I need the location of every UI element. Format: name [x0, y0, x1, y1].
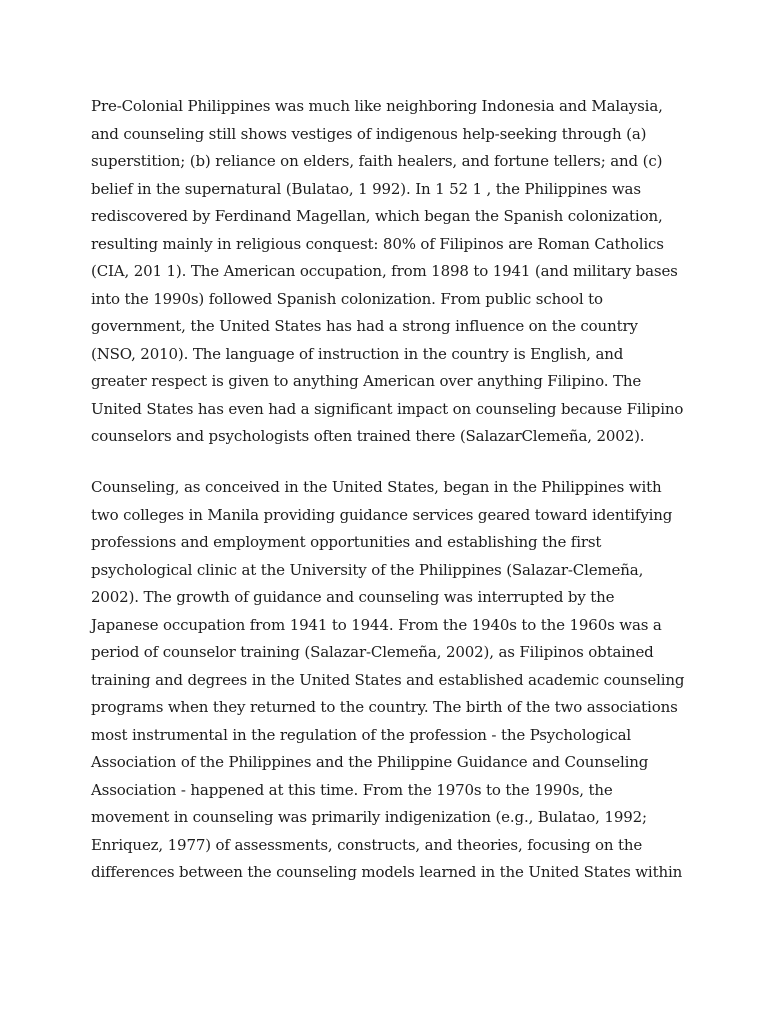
text-line: programs when they returned to the country. The birth of the two associations: [91, 698, 678, 716]
text-line: rediscovered by Ferdinand Magellan, which began the Spanish colonization,: [91, 207, 663, 225]
text-line: belief in the supernatural (Bulatao, 1 992). In 1 52 1 , the Philippines was: [91, 179, 641, 198]
text-line: Japanese occupation from 1941 to 1944. From the 1940s to the 1960s was a: [91, 615, 662, 634]
text-line: Counseling, as conceived in the United States, began in the Philippines with: [91, 478, 662, 496]
text-line: resulting mainly in religious conquest: 80% of Filipinos are Roman Catholics: [91, 234, 664, 253]
text-line: psychological clinic at the University of the Philippines (Salazar-Clemeña,: [91, 560, 644, 579]
text-line: Association - happened at this time. From the 1970s to the 1990s, the: [91, 780, 613, 799]
text-line: United States has even had a significant impact on counseling because Filipino: [91, 399, 684, 418]
text-line: (NSO, 2010). The language of instruction in the country is English, and: [91, 344, 624, 363]
paragraph-1: [91, 93, 691, 451]
text-line: greater respect is given to anything American over anything Filipino. The: [91, 372, 642, 390]
paragraph-2: [91, 474, 691, 887]
text-line: two colleges in Manila providing guidance services geared toward identifying: [91, 505, 673, 524]
text-line: movement in counseling was primarily indigenization (e.g., Bulatao, 1992;: [91, 808, 647, 826]
text-line: into the 1990s) followed Spanish colonization. From public school to: [91, 289, 603, 308]
text-line: (CIA, 201 1). The American occupation, from 1898 to 1941 (and military bases: [91, 262, 678, 280]
text-line: period of counselor training (Salazar-Clemeña, 2002), as Filipinos obtained: [91, 643, 654, 661]
text-line: Association of the Philippines and the Philippine Guidance and Counseling: [91, 753, 649, 771]
text-line: superstition; (b) reliance on elders, faith healers, and fortune tellers; and (c): [91, 152, 663, 170]
text-line: government, the United States has had a strong influence on the country: [91, 317, 638, 335]
text-line: most instrumental in the regulation of the profession - the Psychological: [91, 725, 632, 744]
text-line: and counseling still shows vestiges of indigenous help-seeking through (a): [91, 124, 647, 143]
text-line: professions and employment opportunities and establishing the first: [91, 533, 602, 551]
text-line: training and degrees in the United States and established academic counseling: [91, 670, 685, 689]
text-line: differences between the counseling models learned in the United States within: [91, 863, 683, 881]
text-line: Pre-Colonial Philippines was much like neighboring Indonesia and Malaysia,: [91, 97, 663, 115]
text-line: counselors and psychologists often trained there (SalazarClemeña, 2002).: [91, 427, 645, 445]
text-line: 2002). The growth of guidance and counseling was interrupted by the: [91, 588, 615, 606]
text-line: Enriquez, 1977) of assessments, constructs, and theories, focusing on the: [91, 835, 643, 854]
